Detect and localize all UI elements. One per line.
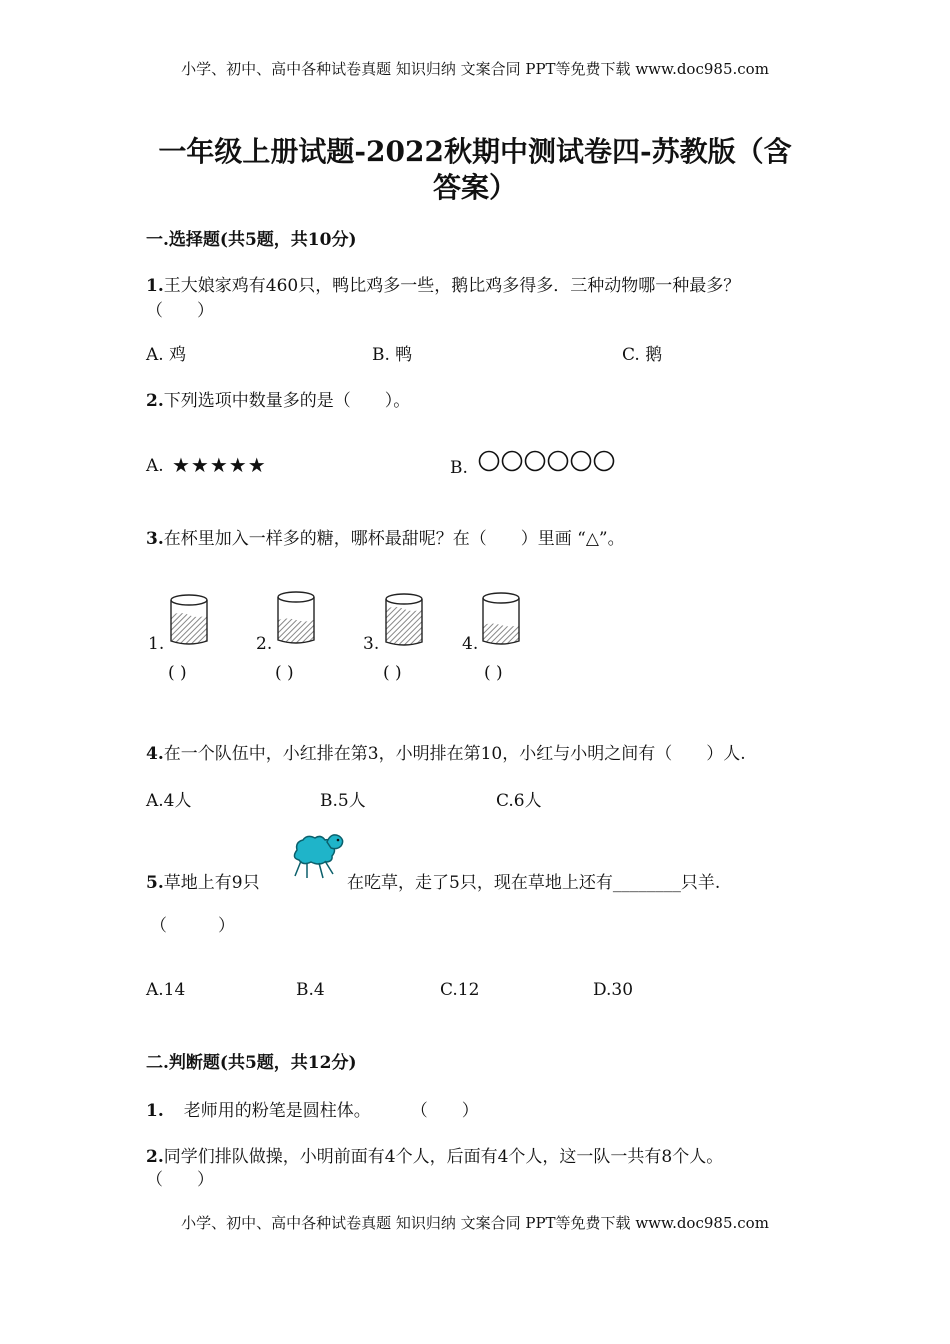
cup-4 xyxy=(480,591,522,649)
q1-text: 1.王大娘家鸡有460只，鸭比鸡多一些，鹅比鸡多得多．三种动物哪一种最多？ xyxy=(146,276,741,296)
q5-option-d: D.30 xyxy=(593,980,634,1000)
cup-4-label: 4. xyxy=(462,634,479,654)
j1-text: 1. 老师用的粉笔是圆柱体。 （ ） xyxy=(146,1101,479,1121)
q5-option-b: B.4 xyxy=(296,980,325,1000)
q5-text-b: 在吃草，走了5只，现在草地上还有________只羊. xyxy=(347,873,721,893)
cup-1 xyxy=(168,593,210,649)
cup-3-label: 3. xyxy=(363,634,380,654)
q2-text: 2.下列选项中数量多的是（ ）。 xyxy=(146,391,411,411)
cup-4-paren: ( ) xyxy=(484,663,503,683)
cup-3-paren: ( ) xyxy=(383,663,402,683)
page-footer: 小学、初中、高中各种试卷真题 知识归纳 文案合同 PPT等免费下载 www.doc985.com xyxy=(181,1214,769,1232)
j2-text: 2.同学们排队做操，小明前面有4个人，后面有4个人，这一队一共有8个人。 xyxy=(146,1147,724,1167)
q3-text: 3.在杯里加入一样多的糖，哪杯最甜呢？在（ ）里画 “△”。 xyxy=(146,529,625,549)
page-header: 小学、初中、高中各种试卷真题 知识归纳 文案合同 PPT等免费下载 www.doc985.com xyxy=(181,60,769,78)
q2-circles xyxy=(478,450,618,474)
q4-option-c: C.6人 xyxy=(496,791,542,811)
q1-paren: （ ） xyxy=(146,301,214,321)
q4-text: 4.在一个队伍中，小红排在第3，小明排在第10，小红与小明之间有（ ）人. xyxy=(146,744,746,764)
q5-text-a: 5.草地上有9只 xyxy=(146,873,260,893)
q4-option-b: B.5人 xyxy=(320,791,366,811)
cup-3 xyxy=(383,592,425,650)
section-choice-heading: 一.选择题(共5题，共10分) xyxy=(146,230,357,250)
section-judge-heading: 二.判断题(共5题，共12分) xyxy=(146,1053,357,1073)
page-title-line1: 一年级上册试题-2022秋期中测试卷四-苏教版（含 xyxy=(158,135,792,168)
page-title-line2: 答案） xyxy=(432,171,517,204)
q1-option-c: C. 鹅 xyxy=(622,345,663,365)
q1-option-b: B. 鸭 xyxy=(372,345,413,365)
q2-option-b: B. xyxy=(450,458,468,478)
cup-2-paren: ( ) xyxy=(275,663,294,683)
q1-option-a: A. 鸡 xyxy=(146,345,187,365)
q5-option-a: A.14 xyxy=(146,980,186,1000)
q5-paren: （ ） xyxy=(150,916,235,936)
cup-2 xyxy=(275,590,317,648)
q2-stars: ★★★★★ xyxy=(172,453,267,477)
q4-option-a: A.4人 xyxy=(146,791,192,811)
q5-option-c: C.12 xyxy=(440,980,480,1000)
q2-option-a: A. xyxy=(146,456,164,476)
cup-1-label: 1. xyxy=(148,634,165,654)
j2-paren: （ ） xyxy=(146,1170,214,1190)
sheep-icon xyxy=(285,828,345,882)
cup-1-paren: ( ) xyxy=(168,663,187,683)
cup-2-label: 2. xyxy=(256,634,273,654)
